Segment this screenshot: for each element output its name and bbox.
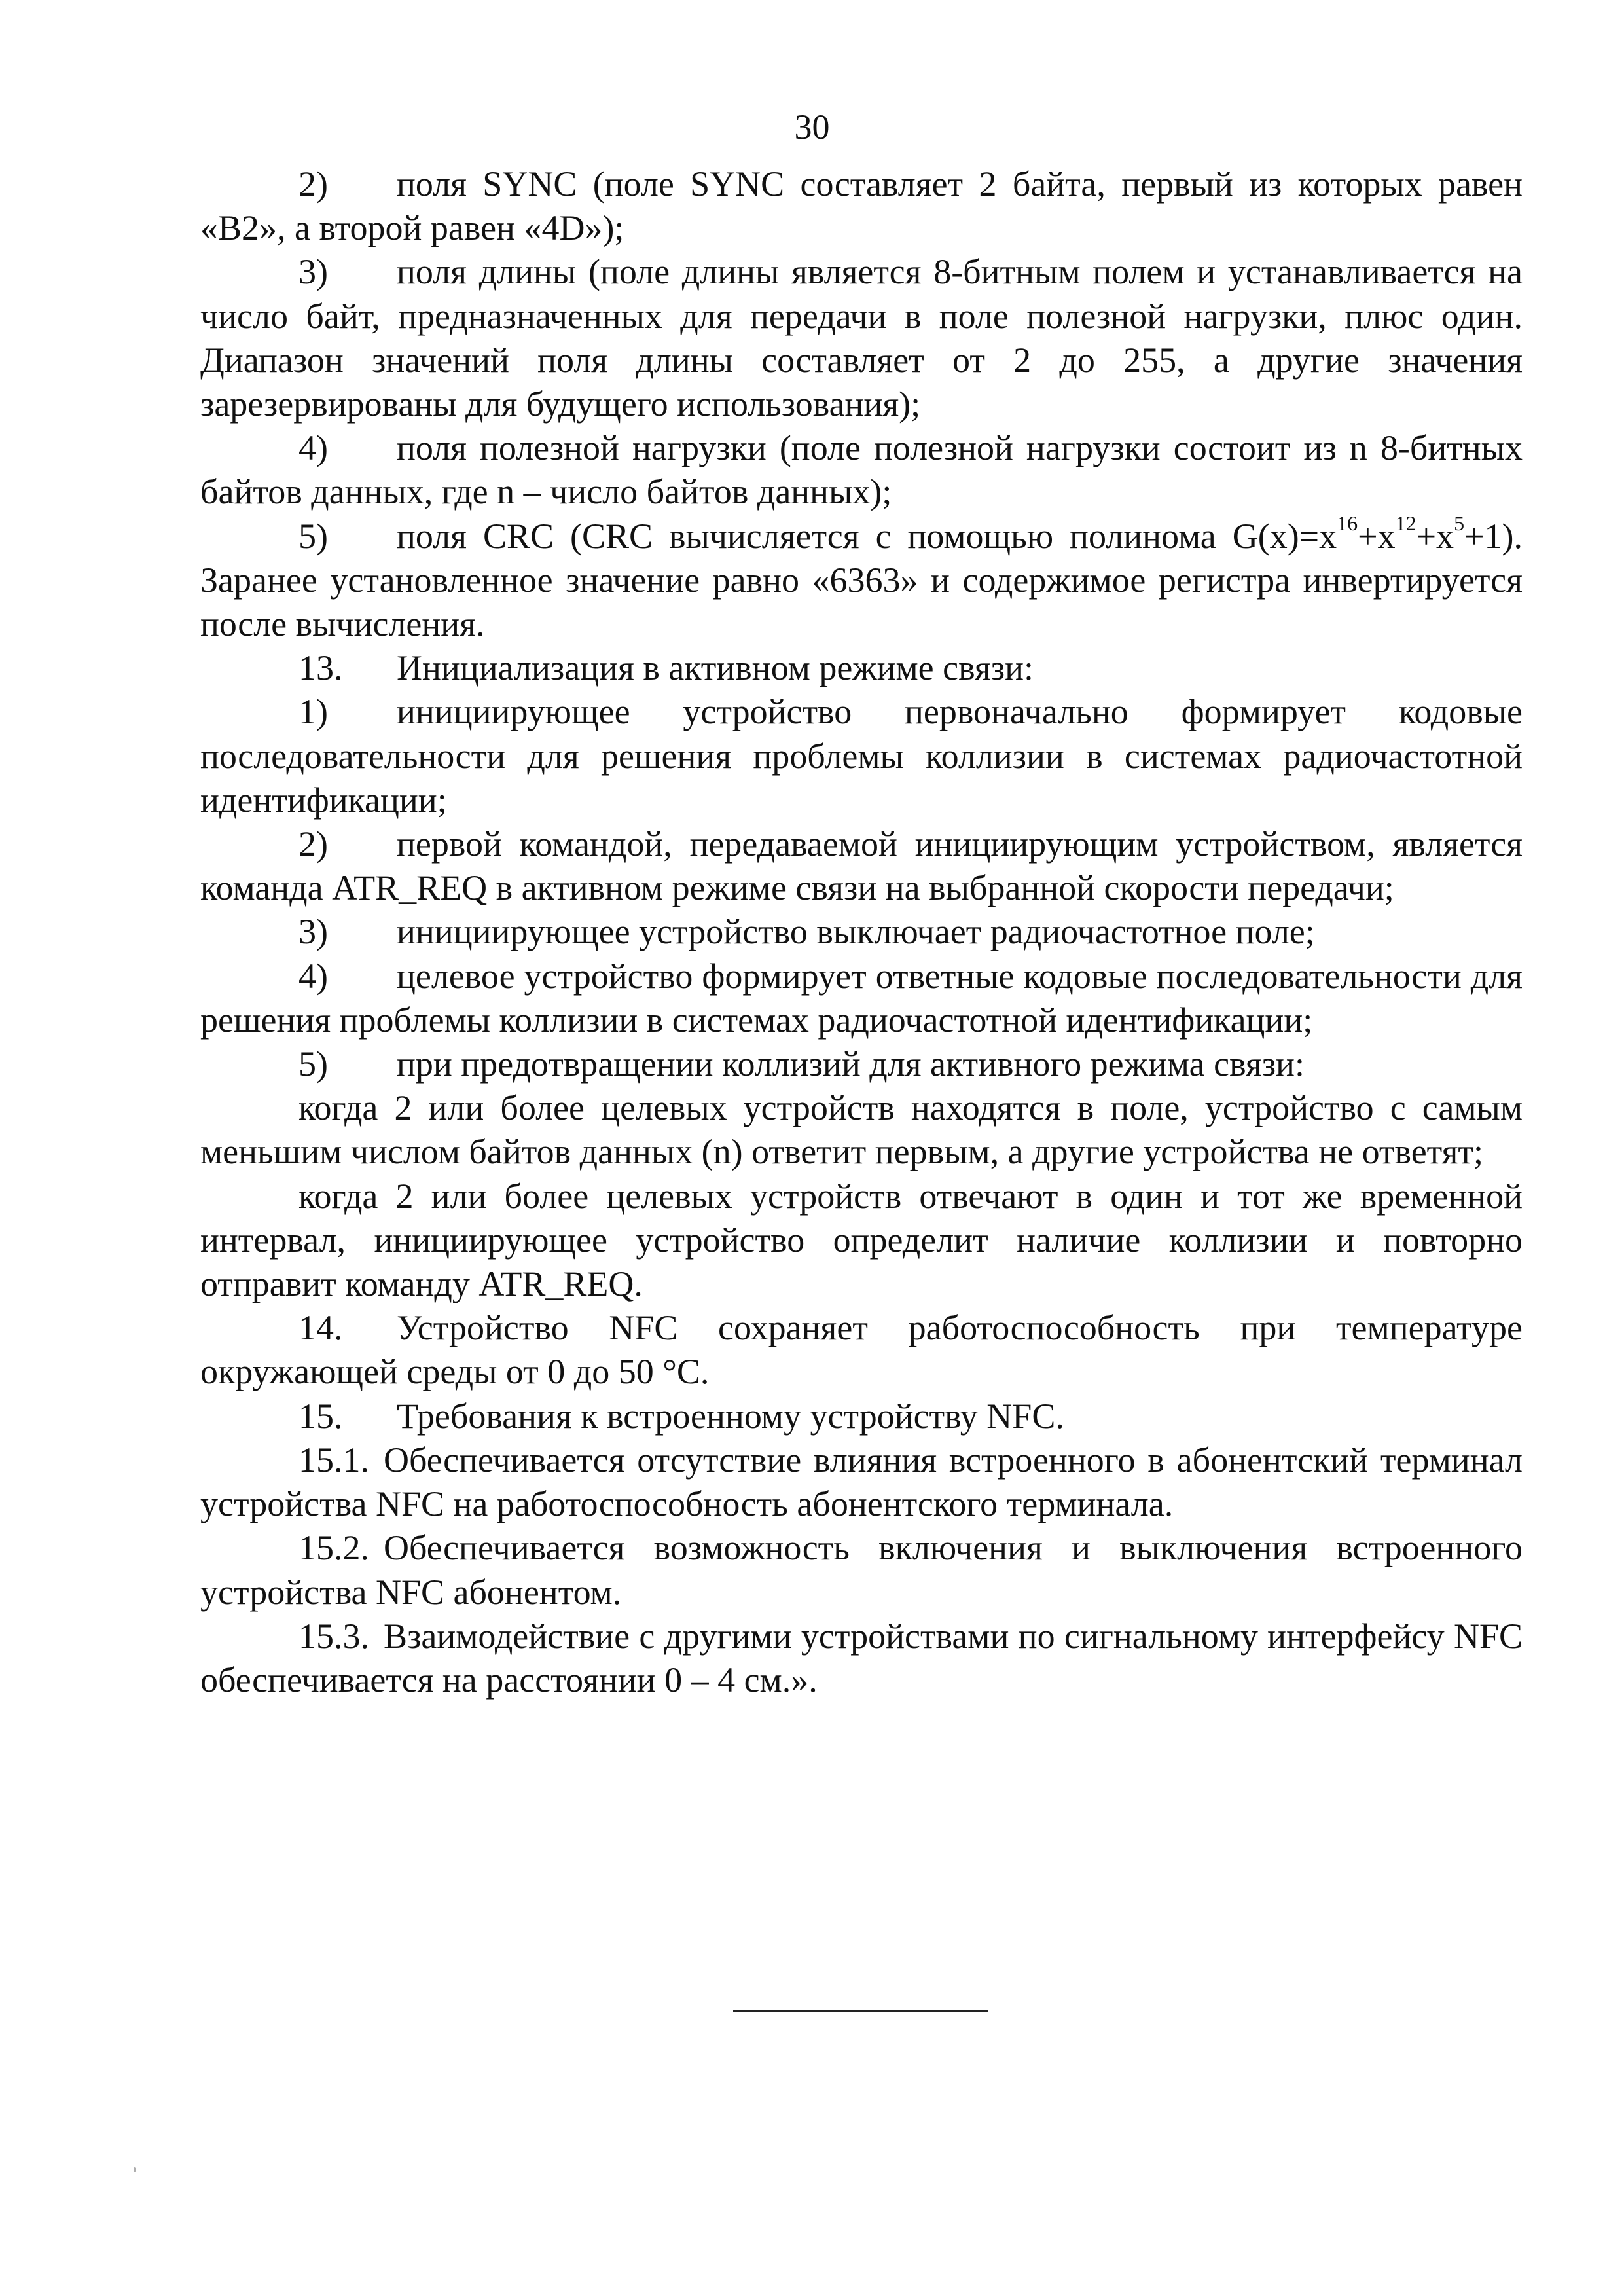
section-number: 15. [298,1396,343,1436]
subsection-text: Взаимодействие с другими устройствами по сигнальному интерфейсу NFC обеспечивается на расстоянии 0 – 4 см.». [200,1616,1523,1700]
document-body [200,162,1523,1702]
section-title: Инициализация в активном режиме связи: [397,648,1034,688]
item-number: 2) [298,824,328,864]
item-text: поля SYNC (поле SYNC составляет 2 байта, первый из которых равен «B2», а второй равен «4D»); [200,164,1523,248]
item-text: поля полезной нагрузки (поле полезной нагрузки состоит из n 8-битных байтов данных, где n – число байтов данных); [200,428,1523,512]
subsection-text: Обеспечивается отсутствие влияния встроенного в абонентский терминал устройства NFC на работоспособность абонентского терминала. [200,1440,1523,1524]
item-number: 4) [298,956,328,996]
scan-speck [134,2167,136,2172]
section-text: Устройство NFC сохраняет работоспособность при температуре окружающей среды от 0 до 50 °C. [200,1308,1523,1392]
item-number: 4) [298,428,328,468]
section-13-heading [200,646,1523,690]
section-15-2 [200,1526,1523,1614]
item-text: поля длины (поле длины является 8-битным полем и устанавливается на число байт, предназначенных для передачи в поле полезной нагрузки, плюс один. Диапазон значений поля длины составляет от 2 до 255, а другие значения зарезервированы для будущего использования); [200,252,1523,424]
collision-case-a [200,1086,1523,1174]
section-14 [200,1306,1523,1394]
subsection-number: 15.1. [298,1440,369,1480]
item-text: при предотвращении коллизий для активного режима связи: [397,1044,1305,1084]
crc-text-part: +x [1358,516,1396,556]
crc-field-item [200,511,1523,647]
end-divider-line [733,2010,988,2012]
item-number: 3) [298,912,328,952]
exponent-5: 5 [1454,511,1465,535]
section-number: 14. [298,1308,343,1348]
section-13-item-1 [200,690,1523,822]
section-13-item-2 [200,822,1523,910]
subsection-text: Обеспечивается возможность включения и выключения встроенного устройства NFC абонентом. [200,1528,1523,1612]
section-title: Требования к встроенному устройству NFC. [397,1396,1064,1436]
crc-text-part: +1). Заранее установленное значение равно «6363» и содержимое регистра инвертируется после вычисления. [200,516,1523,644]
item-number: 3) [298,252,328,292]
crc-text-part: +x [1416,516,1454,556]
section-15-heading [200,1394,1523,1438]
sync-field-item [200,162,1523,250]
section-13-item-5 [200,1042,1523,1086]
item-text: инициирующее устройство первоначально формирует кодовые последовательности для решения проблемы коллизии в системах радиочастотной идентификации; [200,692,1523,820]
item-number: 1) [298,692,328,732]
section-13-item-3 [200,910,1523,954]
item-number: 5) [298,516,328,556]
payload-field-item [200,426,1523,514]
page-number: 30 [794,107,830,147]
length-field-item [200,250,1523,426]
section-13-item-4 [200,955,1523,1042]
subsection-number: 15.3. [298,1616,369,1656]
section-number: 13. [298,648,343,688]
section-15-3 [200,1614,1523,1702]
item-text: инициирующее устройство выключает радиочастотное поле; [397,912,1315,952]
paragraph-text: когда 2 или более целевых устройств находятся в поле, устройство с самым меньшим числом байтов данных (n) ответит первым, а другие устройства не ответят; [200,1088,1523,1172]
collision-case-b [200,1175,1523,1307]
paragraph-text: когда 2 или более целевых устройств отвечают в один и тот же временной интервал, инициирующее устройство определит наличие коллизии и повторно отправит команду ATR_REQ. [200,1176,1523,1304]
section-15-1 [200,1438,1523,1526]
subsection-number: 15.2. [298,1528,369,1568]
crc-text-part: поля CRC (CRC вычисляется с помощью полинома G(x)=x [397,516,1337,556]
item-text: первой командой, передаваемой инициирующим устройством, является команда ATR_REQ в активном режиме связи на выбранной скорости передачи; [200,824,1523,908]
exponent-16: 16 [1337,511,1358,535]
exponent-12: 12 [1395,511,1416,535]
item-number: 2) [298,164,328,204]
item-text: целевое устройство формирует ответные кодовые последовательности для решения проблемы коллизии в системах радиочастотной идентификации; [200,956,1523,1040]
item-number: 5) [298,1044,328,1084]
